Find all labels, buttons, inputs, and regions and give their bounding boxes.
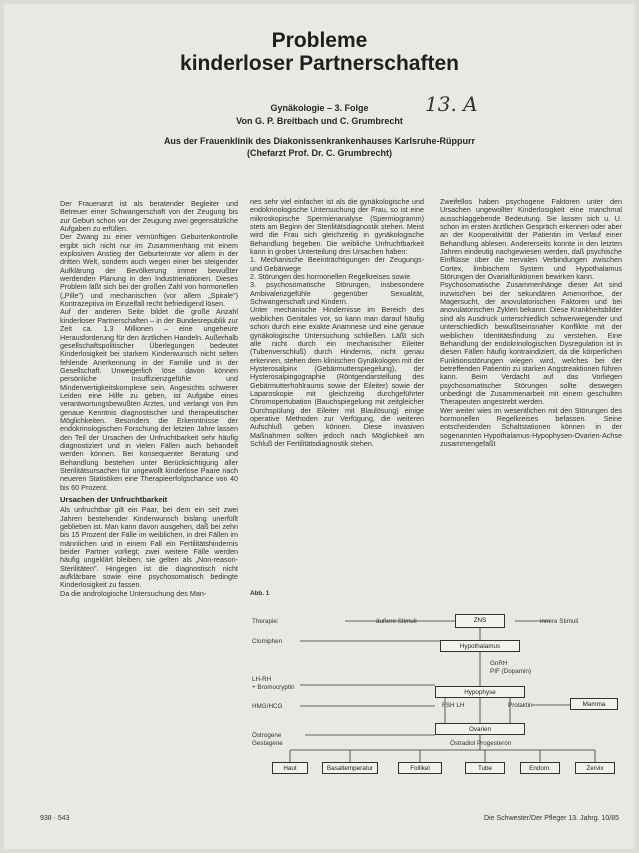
- journal-footer: Die Schwester/Der Pfleger 13. Jahrg. 10/85: [483, 815, 619, 822]
- external-stimuli-label: äußere Stimuli: [376, 618, 417, 625]
- affiliation-line-1: Aus der Frauenklinik des Diakonissenkrankenhauses Karlsruhe-Rüppurr: [163, 136, 476, 146]
- box-ovarien: Ovarien: [435, 723, 525, 735]
- text-column-2: [250, 198, 424, 448]
- box-hypothalamus: Hypothalamus: [440, 640, 520, 652]
- paragraph: Zweifellos haben psychogene Faktoren unter den Ursachen ungewollter Kinderlosigkeit eine manchmal ausschlaggebende Bedeutung. Sie lassen sich u. U. schon im ersten ärztlichen Gespräch erkennen oder aber an der Kooperativität der Patientin im Verlauf einer Behandlung ablesen. Andererseits konnte in den letzten Jahren eindeutig nachgewiesen werden, daß psychische Einflüsse über die nervalen Verbindungen zwischen Cortex, limbischem System und Hypothalamus Störungen der Ovarialfunktionen bewirken kann.: [440, 197, 622, 282]
- handwritten-note: 13. A: [425, 92, 478, 116]
- hmg-hcg-label: HMG/HCG: [252, 703, 283, 710]
- bromocryptin-label: + Bromocryptin: [252, 684, 295, 691]
- text-column-1: [60, 200, 238, 598]
- pif-label: PIF (Dopamin): [490, 668, 531, 675]
- title-line-1: Probleme: [271, 29, 368, 52]
- internal-stimuli-label: innere Stimuli: [540, 618, 579, 625]
- paragraph: Als unfruchtbar gilt ein Paar, bei dem ein seit zwei Jahren bestehender Kinderwunsch bislang unerfüllt geblieben ist. Man kann davon ausgehen, daß bei zehn bis 15 Prozent der Fälle im weiblichen, in drei Fällen im männlichen und in einem Fall ein Fertilitätshindernis beider Partner vorliegt; zwei weitere Fälle werden häufig ungeklärt bleiben; sie gelten als „Non-reason-Sterilitäten". Hingegen ist die diagnostisch nicht aufklärbare sowie eine psychosomatisch bedingte Kinderlosigkeit zu fassen.: [60, 505, 238, 590]
- list-item: 1. Mechanische Beeinträchtigungen der Zeugungs- und Gebärwege: [250, 255, 424, 273]
- paragraph: Da die andrologische Untersuchung des Man-: [60, 588, 207, 598]
- fsh-lh-label: FSH LH: [442, 702, 465, 709]
- figure-label: Abb. 1: [250, 590, 270, 597]
- prolaktin-label: Prolaktin: [508, 702, 533, 709]
- gnrh-label: GnRH: [490, 660, 508, 667]
- clomiphen-label: Clomiphen: [252, 638, 283, 645]
- affiliation-line-2: (Chefarzt Prof. Dr. C. Grumbrecht): [246, 148, 392, 158]
- title-line-2: kinderloser Partnerschaften: [180, 52, 459, 75]
- paragraph: Auf der anderen Seite bildet die große Anzahl kinderloser Partnerschaften – in der Bundesrepublik zur Zeit ca. 1,3 Millionen – eine ungeheure Herausforderung für den ärztlichen Handeln. Außerhalb gesellschaftspolitischer Überlegungen bedeutet Kinderlosigkeit bei starkem Kinderwunsch nicht selten fehlende Anerkennung in der Familie und in der Gesellschaft. Unweigerlich löse davon können persönliche Insuffizienzgefühle und Minderwertigkeitskomplexe sein. Angesichts schwerer Leiden eine Hilfe zu geben, ist Aufgabe eines verantwortungsbewußten Arztes, und verlangt von ihm genaue Kenntnis diagnostischer und therapeutischer Möglichkeiten. Besonders die Erkenntnisse der endokrinologischen Forschung der letzten Jahre lassen den Teil der Ursachen der Unfruchtbarkeit sehr häufig diagnostiziert und in vielen Fällen auch behandelt werden können. Bei konsequenter Beratung und Behandlung bestehen unter Berücksichtigung aller Sterilitätsursachen für ungewollt kinderlose Paare nach neueren Statistiken eine Therapieerfolgschance von 40 bis 60 Prozent.: [60, 307, 238, 492]
- therapy-label: Therapie:: [252, 618, 279, 625]
- box-endometrium: Endom.: [520, 762, 560, 774]
- oestradiol-label: Östradiol Progesteron: [450, 740, 512, 747]
- list-item: 3. psychosomatische Störungen, insbesondere Ambivalenzgefühle gegenüber Sexualität, Schwangerschaft und Kindern.: [250, 280, 424, 307]
- paragraph: Unter mechanische Hindernisse im Bereich des weiblichen Genitales vor, so kann man darauf häufig schon durch eine exakte Anamnese und eine genaue gynäkologische Untersuchung schließen. Läßt sich alle nicht durch ein mechanischer Eileiter (Tubenverschluß) durch Hindernis, nicht genau erkennen, stehen dem klinischen Gynäkologen mit der Hysterosalpinx (Gebärmutterspiegelung), der Hysterosalpingographie (Röntgendarstellung des Gebärmutterhohlraums sowie der Eileiter) sowie der Laparoskopie mit gleichzeitig durchgeführter Chromopertubation (Bauchspiegelung mit zeitgleicher Durchspülung der Eileiter mit Blaulösung) einige operative Methoden zur Verfügung, die weiteren Aufschluß geben können. Diese invasiven Maßnahmen sollten jedoch nach Möglichkeit am Schluß der Fertilitätsdiagnostik stehen.: [250, 305, 424, 448]
- list-item: 2. Störungen des hormonellen Regelkreises sowie: [250, 272, 411, 282]
- figure-diagram: [250, 590, 622, 832]
- box-basaltemperatur: Basaltemperatur: [322, 762, 378, 774]
- box-hypophyse: Hypophyse: [435, 686, 525, 698]
- text-column-3: [440, 198, 622, 448]
- paragraph: Psychosomatische Zusammenhänge dieser Art sind inzwischen bei der sekundären Amenorrhoe, der Magersucht, der anovulatorischen Faktoren und bei anovulatorischen Zyklen bekannt. Diese Krankheitsbilder sind als Ausdruck unterschiedlich schwerwiegender und unterschiedlich bewußtseinsnaher Konflikte mit der weiblichen Identitätsfindung zu verstehen. Eine Behandlung der endokrinologischen Dysregulation ist in diesen Fällen häufig kontraindiziert, da die körperlichen Funktionsstörungen wiegen wird, welches bei der betreffenden Patientin zu starken Angstreaktionen führen kann. Beim Verdacht auf das Vorliegen psychosomatischer Störungen sollte deswegen unbedingt die Zusammenarbeit mit einem geschulten Therapeuten angestrebt werden.: [440, 280, 622, 407]
- box-zns: ZNS: [455, 614, 505, 628]
- oestrogene-label: Östrogene: [252, 732, 282, 739]
- box-follikel: Follikel: [398, 762, 442, 774]
- page-number: 938 · 543: [40, 815, 70, 822]
- paragraph: Der Frauenarzt ist als beratender Begleiter und Betreuer einer Schwangerschaft von der Zeugung bis zur Geburt schon vor der Zeugung zwei gegensätzliche Aufgaben zu erfüllen.: [60, 199, 238, 234]
- box-tube: Tube: [465, 762, 505, 774]
- paragraph: Wer weiter wies im wesentlichen mit den Störungen des hormonellen Regelkreises befassen. Seine entscheidenden Schaltstationen können in der sogenannten Hypothalamus-Hypophysen-Ovarien-Achse zusammengefaßt: [440, 405, 622, 448]
- box-zervix: Zervix: [575, 762, 615, 774]
- paragraph: nes sehr viel einfacher ist als die gynäkologische und endokrinologische Untersuchung der Frau, so ist eine mikroskopische Spermienanalyse (Spermiogramm) stets am Beginn der Sterilitätsdiagnostik stehen. Meist wird die Frau sich gleichzeitig in gynäkologische Behandlung begeben. Die weibliche Unfruchtbarkeit kann in grober Unterteilung drei Ursachen haben:: [250, 197, 424, 257]
- box-mamma: Mamma: [570, 698, 618, 710]
- figure-arrows: [250, 590, 622, 832]
- authors-line: Von G. P. Breitbach und C. Grumbrecht: [236, 116, 403, 126]
- paragraph: Der Zwang zu einer vernünftigen Geburtenkontrolle ergibt sich nicht nur im Zusammenhang mit einem explosiven Anstieg der Geburtenrate vor allem in der dritten Welt, sondern auch wegen einer bei steigender Aufklärung der Bevölkerung immer bewußter werdenden Planung in den Industrienationen. Dieses Problem läßt sich bei der großen Zahl von hormonellen („Pille") und mechanischen (vor allem „Spirale") Kontrazeptiva im Einzelfall recht befriedigend lösen.: [60, 232, 238, 309]
- lhrh-label: LH-RH: [252, 676, 272, 683]
- section-heading: Ursachen der Unfruchtbarkeit: [60, 495, 168, 505]
- box-haut: Haut: [272, 762, 308, 774]
- series-line: Gynäkologie – 3. Folge: [270, 103, 369, 113]
- gestagene-label: Gestagene: [252, 740, 283, 747]
